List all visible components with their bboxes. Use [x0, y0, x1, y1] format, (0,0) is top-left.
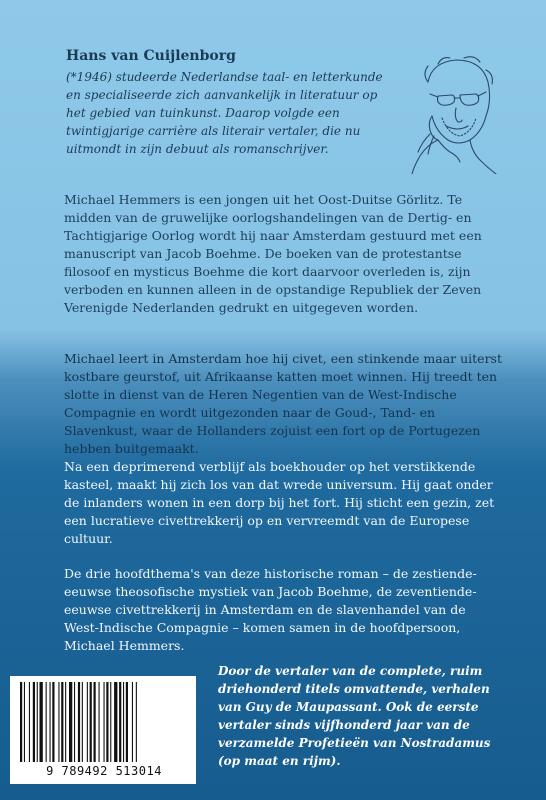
- blurb-paragraph-1: Michael Hemmers is een jongen uit het Oost-Duitse Görlitz. Te midden van de gruwelijke oorlogshandelingen van de Dertig- en Tachtigjarige Oorlog wordt hij naar Amsterdam gestuurd met een manuscript van Jacob Boehme. De boeken van de protestantse filosoof en mysticus Boehme die kort daarvoor overleden is, zijn verboden en kunnen alleen in de opstandige Republiek der Zeven Verenigde Nederlanden gedrukt en uitgegeven worden.: [64, 192, 482, 315]
- isbn-barcode-icon: [18, 682, 188, 762]
- blurb-paragraph-3: Na een deprimerend verblijf als boekhouder op het verstikkende kasteel, maakt hij zich los van dat wrede universum. Hij gaat onder de inlanders wonen in een dorp bij het fort. Hij sticht een gezin, zet een lucratieve civettrekkerij op en vervreemdt van de Europese cultuur.: [64, 459, 495, 546]
- blurb-paragraph-4: De drie hoofdthema's van deze historische roman – de zestiende-eeuwse theosofische mystiek van Jacob Boehme, de zeventiende-eeuwse civettrekkerij in Amsterdam en de slavenhandel van de West-Indische Compagnie – komen samen in de hoofdpersoon, Michael Hemmers.: [64, 566, 477, 653]
- translator-promo: Door de vertaler van de complete, ruim driehonderd titels omvattende, verhalen van Guy de Maupassant. Ook de eerste vertaler sinds vijfhonderd jaar van de verzamelde Profetieën van Nostradamus (op maat en rijm).: [218, 664, 491, 768]
- barcode-panel: [10, 676, 196, 784]
- blurb-paragraph-2: Michael leert in Amsterdam hoe hij civet, een stinkende maar uiterst kostbare geurstof, uit Afrikaanse katten moet winnen. Hij treedt ten slotte in dienst van de Heren Negentien van de West-Indische Compagnie en wordt uitgezonden naar de Goud-, Tand- en Slavenkust, waar de Hollanders zojuist een fort op de Portugezen hebben buitgemaakt.: [64, 351, 502, 456]
- author-name: Hans van Cuijlenborg: [66, 48, 236, 64]
- author-portrait-sketch-icon: [398, 52, 510, 174]
- author-block: [66, 48, 396, 158]
- author-bio: (*1946) studeerde Nederlandse taal- en letterkunde en specialiseerde zich aanvankelijk in literatuur op het gebied van tuinkunst. Daarop volgde een twintigjarige carrière als literair vertaler, die nu uitmondt in zijn debuut als romanschrijver.: [66, 70, 383, 156]
- barcode-digits: 9 789492 513014: [46, 764, 162, 778]
